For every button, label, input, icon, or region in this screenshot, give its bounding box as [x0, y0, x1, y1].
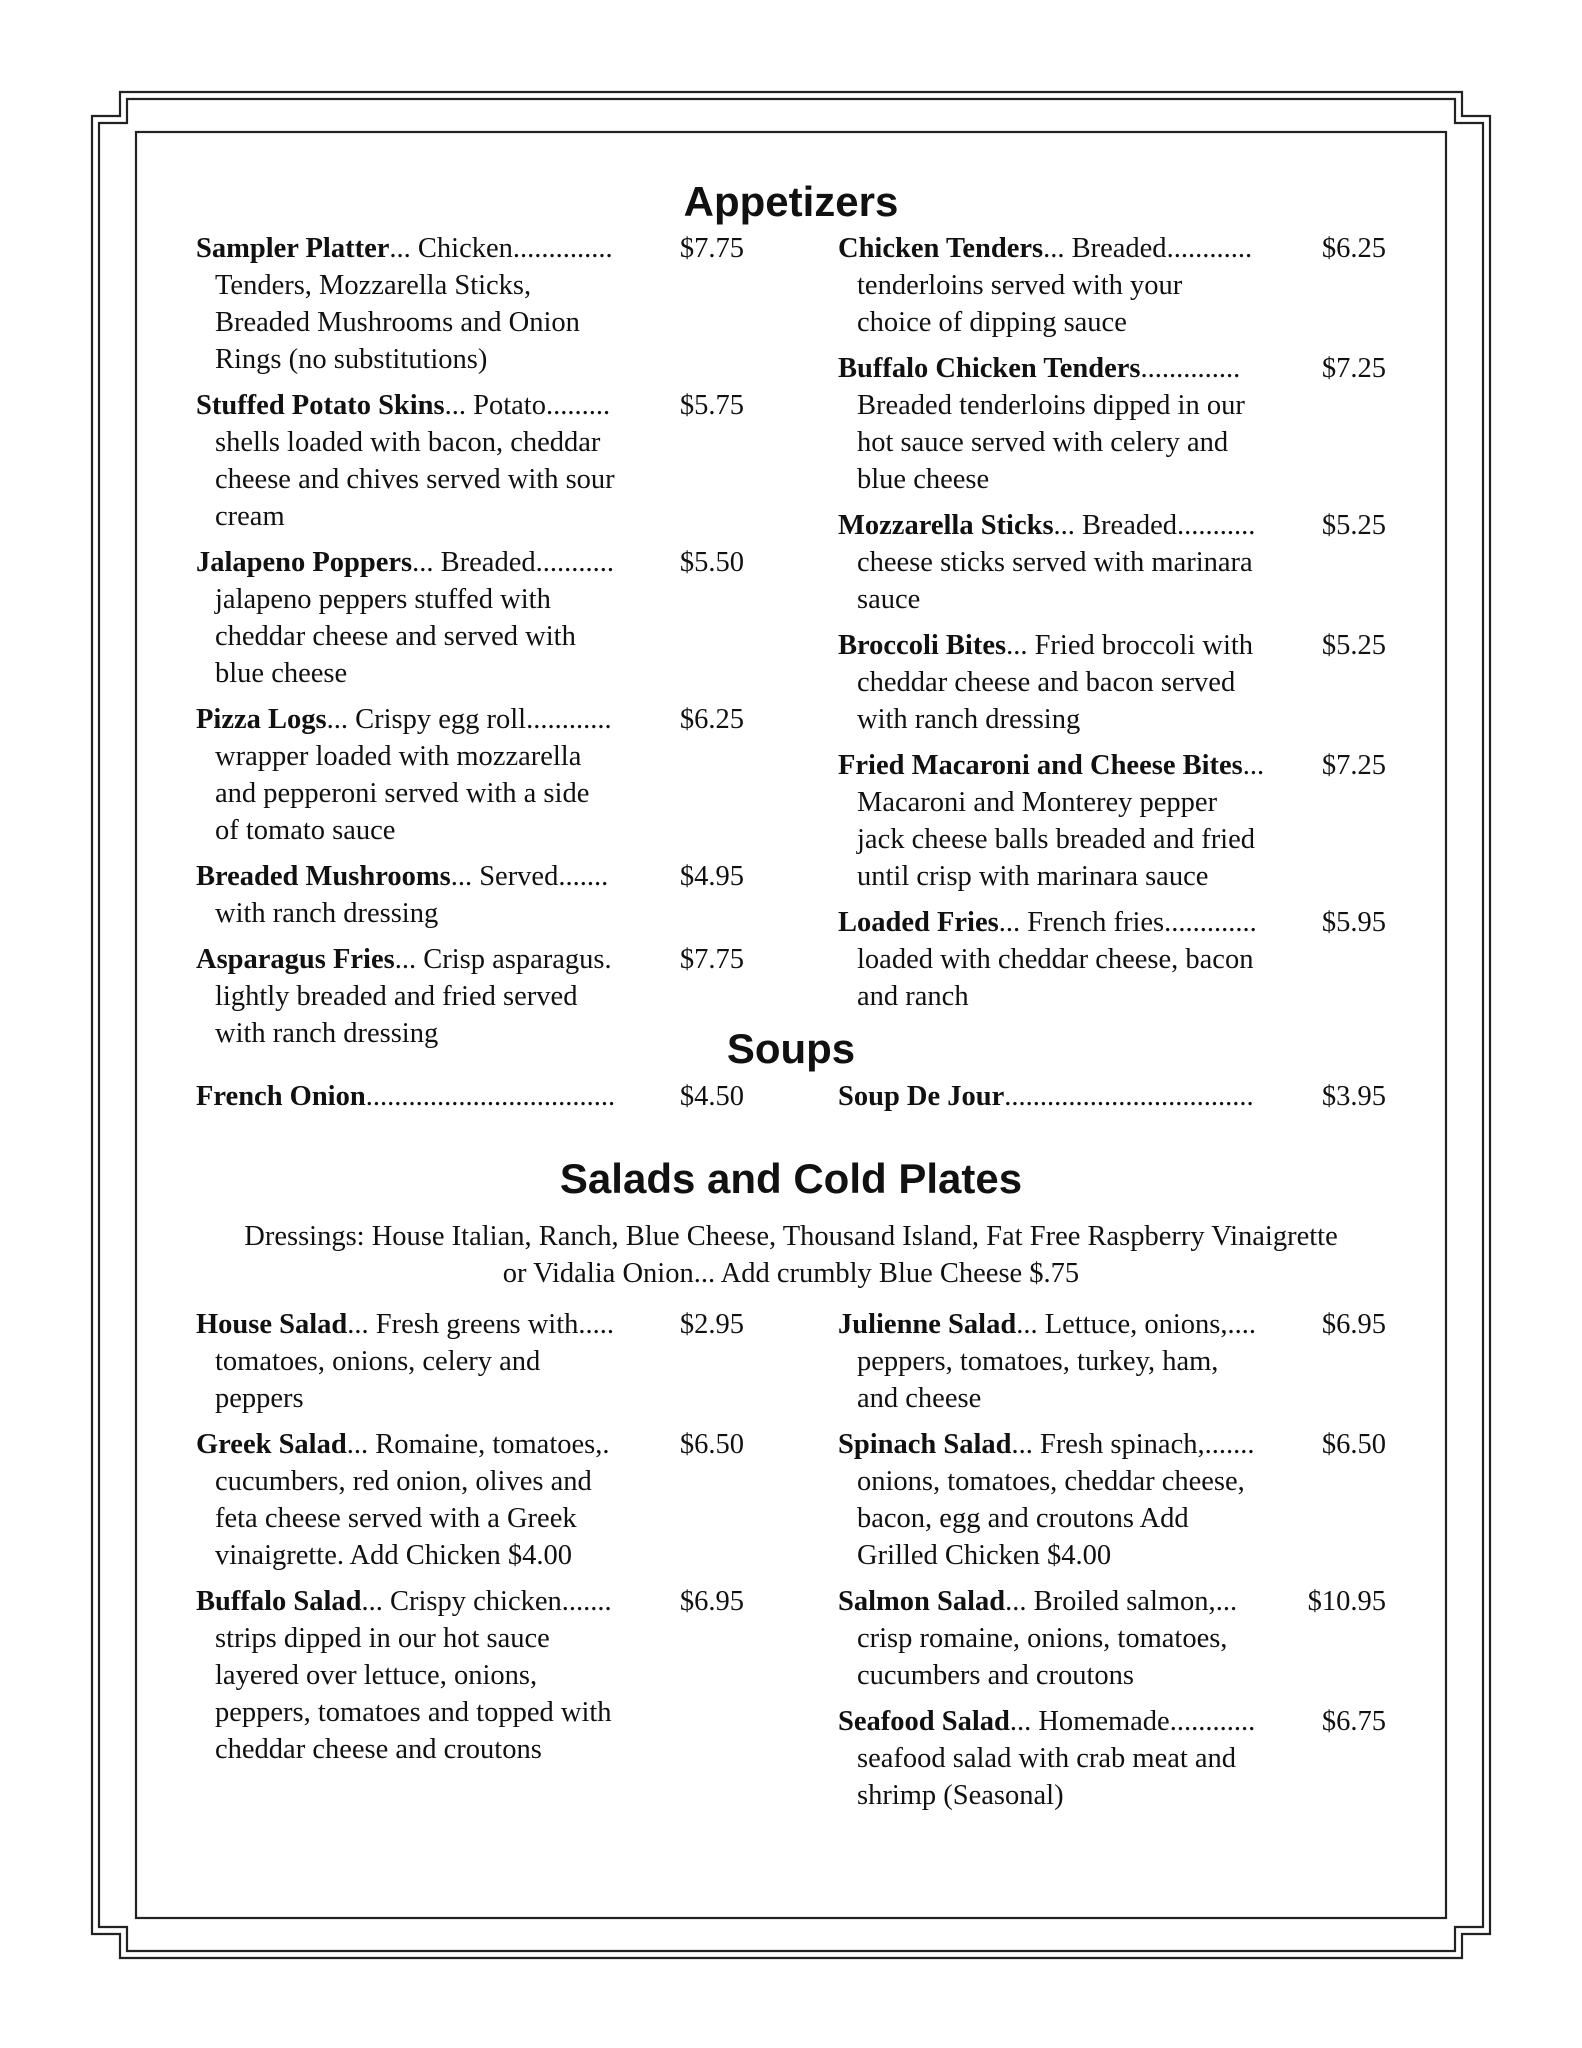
menu-item-price: $5.95	[1321, 907, 1386, 938]
menu-item-name: Spinach Salad	[838, 1429, 1012, 1460]
menu-item-description: ... Fried broccoli with	[1006, 630, 1254, 661]
menu-item-description-line: sauce	[857, 584, 921, 615]
dot-leader: ............	[526, 704, 612, 735]
menu-item	[838, 1426, 1386, 1574]
menu-item	[196, 701, 744, 849]
menu-item-price: $6.95	[679, 1586, 744, 1617]
menu-item-description: ... Crispy egg roll	[326, 704, 527, 735]
menu-item	[838, 904, 1386, 1015]
menu-item-description-line: cheddar cheese and bacon served	[857, 667, 1236, 698]
menu-item-description-line: and pepperoni served with a side	[215, 778, 590, 809]
menu-item	[838, 507, 1386, 618]
menu-item-price: $7.75	[679, 233, 744, 264]
menu-item-name: Jalapeno Poppers	[196, 547, 413, 578]
menu-item-description-line: blue cheese	[857, 464, 990, 495]
menu-item-header	[196, 701, 744, 738]
menu-item-header	[838, 350, 1386, 387]
soups-right-column	[838, 1078, 1386, 1124]
menu-item-description-line: shells loaded with bacon, cheddar	[215, 427, 601, 458]
menu-item-description: ... French fries	[998, 907, 1165, 938]
menu-item-description-line: until crisp with marinara sauce	[857, 861, 1209, 892]
menu-item	[196, 1078, 744, 1115]
dot-leader: ..............	[512, 233, 613, 264]
menu-item-description-line: loaded with cheddar cheese, bacon	[857, 944, 1254, 975]
menu-item-name: French Onion	[196, 1081, 366, 1112]
dot-leader: .........	[545, 390, 611, 421]
menu-item-description-line: Macaroni and Monterey pepper	[857, 787, 1218, 818]
menu-item-description-line: peppers	[215, 1383, 304, 1414]
dressings-line-1: Dressings: House Italian, Ranch, Blue Cheese, Thousand Island, Fat Free Raspberry Vinaigrette	[244, 1221, 1338, 1252]
menu-item-description-line: choice of dipping sauce	[857, 307, 1127, 338]
menu-item-description-line: tomatoes, onions, celery and	[215, 1346, 541, 1377]
appetizers-left-column	[196, 230, 744, 1061]
menu-item-description-line: Breaded tenderloins dipped in our	[857, 390, 1245, 421]
dot-leader: .............	[1164, 907, 1257, 938]
menu-item-header	[838, 1078, 1386, 1115]
menu-item-name: Julienne Salad	[838, 1309, 1017, 1340]
menu-item-price: $6.50	[679, 1429, 744, 1460]
menu-item-description-line: Tenders, Mozzarella Sticks,	[215, 270, 532, 301]
menu-item-description-line: Grilled Chicken $4.00	[857, 1540, 1112, 1571]
menu-item-name: Buffalo Salad	[196, 1586, 362, 1617]
menu-item-price: $7.25	[1321, 353, 1386, 384]
menu-item-name: Pizza Logs	[196, 704, 327, 735]
menu-item-header	[196, 387, 744, 424]
menu-item-name: Stuffed Potato Skins	[196, 390, 445, 421]
dot-leader: ...	[1215, 1586, 1238, 1617]
menu-item	[196, 1426, 744, 1574]
menu-item-description-line: with ranch dressing	[215, 1018, 439, 1049]
menu-item-name: Soup De Jour	[838, 1081, 1005, 1112]
menu-item-header	[196, 941, 744, 978]
menu-item-description-line: tenderloins served with your	[857, 270, 1183, 301]
dot-leader: ............	[1166, 233, 1253, 264]
menu-item-header	[196, 858, 744, 895]
menu-item-price: $6.25	[679, 704, 744, 735]
menu-item-header	[838, 747, 1386, 784]
dot-leader: ...................................	[365, 1081, 616, 1112]
dot-leader: .......	[1204, 1429, 1255, 1460]
salads-left-column	[196, 1306, 744, 1777]
menu-item-price: $10.95	[1307, 1586, 1386, 1617]
dot-leader: .	[602, 1429, 610, 1460]
menu-item-description-line: layered over lettuce, onions,	[215, 1660, 538, 1691]
menu-item-name: Buffalo Chicken Tenders	[838, 353, 1141, 384]
menu-item-name: Loaded Fries	[838, 907, 999, 938]
menu-item	[838, 747, 1386, 895]
soups-left-column	[196, 1078, 744, 1124]
menu-item-header	[838, 1583, 1386, 1620]
menu-item-header	[838, 904, 1386, 941]
menu-item-description-line: cheddar cheese and served with	[215, 621, 576, 652]
dot-leader: ...	[1242, 750, 1265, 781]
menu-item-description: ... Breaded	[412, 547, 536, 578]
menu-item-header	[838, 507, 1386, 544]
menu-item	[196, 387, 744, 535]
dot-leader: ...................................	[1004, 1081, 1254, 1112]
menu-item-description-line: feta cheese served with a Greek	[215, 1503, 577, 1534]
salads-right-column	[838, 1306, 1386, 1823]
menu-item-header	[838, 627, 1386, 664]
menu-item-description: ... Potato	[444, 390, 546, 421]
menu-item-description-line: cream	[215, 501, 285, 532]
menu-item-price: $7.75	[679, 944, 744, 975]
menu-item-description: ... Romaine, tomatoes,	[346, 1429, 603, 1460]
menu-item-name: Fried Macaroni and Cheese Bites	[838, 750, 1243, 781]
menu-item-header	[838, 1306, 1386, 1343]
menu-item-description: ... Fresh spinach,	[1011, 1429, 1205, 1460]
menu-item-price: $6.50	[1321, 1429, 1386, 1460]
menu-item-name: House Salad	[196, 1309, 348, 1340]
menu-item-description-line: wrapper loaded with mozzarella	[215, 741, 582, 772]
menu-item-price: $5.25	[1321, 630, 1386, 661]
menu-item-name: Sampler Platter	[196, 233, 390, 264]
menu-item-name: Broccoli Bites	[838, 630, 1007, 661]
menu-item	[838, 1583, 1386, 1694]
menu-item-description-line: with ranch dressing	[215, 898, 439, 929]
dot-leader: .......	[558, 861, 609, 892]
menu-item-price: $5.25	[1321, 510, 1386, 541]
menu-item-price: $5.50	[679, 547, 744, 578]
menu-item-description-line: onions, tomatoes, cheddar cheese,	[857, 1466, 1245, 1497]
dot-leader: .....	[578, 1309, 615, 1340]
menu-item-name: Breaded Mushrooms	[196, 861, 451, 892]
menu-item-description: ... Broiled salmon,	[1005, 1586, 1216, 1617]
menu-item-header	[196, 1078, 744, 1115]
section-title-soups: Soups	[726, 1025, 856, 1072]
menu-item	[838, 1703, 1386, 1814]
menu-item-header	[838, 1426, 1386, 1463]
menu-item-header	[196, 1426, 744, 1463]
menu-item-name: Salmon Salad	[838, 1586, 1006, 1617]
dressings-note	[196, 1218, 1386, 1292]
menu-item-description-line: peppers, tomatoes, turkey, ham,	[857, 1346, 1219, 1377]
appetizers-right-column	[838, 230, 1386, 1024]
menu-item-description-line: cucumbers, red onion, olives and	[215, 1466, 592, 1497]
menu-item	[196, 1306, 744, 1417]
section-title-salads: Salads and Cold Plates	[559, 1155, 1023, 1202]
menu-item-description-line: crisp romaine, onions, tomatoes,	[857, 1623, 1228, 1654]
menu-item	[838, 230, 1386, 341]
menu-item-price: $4.50	[679, 1081, 744, 1112]
section-title-appetizers: Appetizers	[683, 178, 899, 225]
menu-item-description-line: hot sauce served with celery and	[857, 427, 1229, 458]
menu-item-description-line: vinaigrette. Add Chicken $4.00	[215, 1540, 572, 1571]
menu-item-description-line: peppers, tomatoes and topped with	[215, 1697, 612, 1728]
menu-item-header	[196, 230, 744, 267]
menu-item-description: ... Crispy chicken	[361, 1586, 562, 1617]
dressings-line-2: or Vidalia Onion... Add crumbly Blue Cheese $.75	[502, 1258, 1080, 1289]
menu-item-description: ... Fresh greens with	[347, 1309, 579, 1340]
menu-item-price: $2.95	[679, 1309, 744, 1340]
menu-item-description-line: Breaded Mushrooms and Onion	[215, 307, 580, 338]
dot-leader: ...........	[1161, 353, 1241, 384]
dot-leader: .......	[561, 1586, 612, 1617]
menu-item-description: ... Breaded	[1053, 510, 1177, 541]
menu-item-price: $5.75	[679, 390, 744, 421]
menu-item-description-line: jack cheese balls breaded and fried	[857, 824, 1255, 855]
menu-item-price: $6.95	[1321, 1309, 1386, 1340]
menu-item-description-line: jalapeno peppers stuffed with	[215, 584, 551, 615]
menu-item-description-line: cheese sticks served with marinara	[857, 547, 1253, 578]
menu-item-description-line: and cheese	[857, 1383, 982, 1414]
menu-item-description: ... Breaded	[1043, 233, 1167, 264]
menu-item	[196, 230, 744, 378]
menu-item-description-line: shrimp (Seasonal)	[857, 1780, 1064, 1811]
menu-item-description-line: seafood salad with crab meat and	[857, 1743, 1237, 1774]
menu-item	[838, 627, 1386, 738]
menu-item-header	[196, 1583, 744, 1620]
dot-leader: ....	[1227, 1309, 1257, 1340]
menu-item-description-line: cheddar cheese and croutons	[215, 1734, 542, 1765]
menu-item-description: ... Crisp asparagus	[394, 944, 605, 975]
menu-item-price: $7.25	[1321, 750, 1386, 781]
menu-item-description-line: bacon, egg and croutons Add	[857, 1503, 1189, 1534]
menu-item-description-line: blue cheese	[215, 658, 348, 689]
menu-item	[196, 858, 744, 932]
menu-item-description-line: cucumbers and croutons	[857, 1660, 1134, 1691]
menu-item-name: Mozzarella Sticks	[838, 510, 1054, 541]
menu-item-header	[838, 230, 1386, 267]
menu-item-description: ... Served	[450, 861, 559, 892]
menu-item-description: ... Lettuce, onions,	[1016, 1309, 1228, 1340]
menu-item-description: ...	[1140, 353, 1162, 384]
menu-item-description: ... Homemade	[1009, 1706, 1170, 1737]
menu-item	[196, 544, 744, 692]
menu-item	[838, 1306, 1386, 1417]
menu-item-price: $4.95	[679, 861, 744, 892]
menu-item-description-line: with ranch dressing	[857, 704, 1081, 735]
menu-item-price: $6.75	[1321, 1706, 1386, 1737]
menu-item-name: Chicken Tenders	[838, 233, 1044, 264]
dot-leader: ............	[1169, 1706, 1256, 1737]
menu-item-description-line: cheese and chives served with sour	[215, 464, 615, 495]
menu-item	[838, 350, 1386, 498]
menu-item-description-line: lightly breaded and fried served	[215, 981, 578, 1012]
menu-item-description-line: of tomato sauce	[215, 815, 396, 846]
menu-page	[196, 168, 1386, 1908]
menu-item-price: $6.25	[1321, 233, 1386, 264]
menu-item	[838, 1078, 1386, 1115]
menu-item-price: $3.95	[1321, 1081, 1386, 1112]
menu-item-description-line: Rings (no substitutions)	[215, 344, 488, 375]
menu-item-description-line: strips dipped in our hot sauce	[215, 1623, 550, 1654]
dot-leader: ...........	[1177, 510, 1256, 541]
menu-item-name: Seafood Salad	[838, 1706, 1010, 1737]
menu-item	[196, 1583, 744, 1768]
dot-leader: .	[604, 944, 612, 975]
menu-item-name: Asparagus Fries	[196, 944, 395, 975]
menu-item-header	[196, 1306, 744, 1343]
menu-item-header	[838, 1703, 1386, 1740]
menu-item-header	[196, 544, 744, 581]
menu-item-description-line: and ranch	[857, 981, 969, 1012]
menu-item-description: ... Chicken	[389, 233, 513, 264]
menu-item-name: Greek Salad	[196, 1429, 347, 1460]
dot-leader: ...........	[535, 547, 614, 578]
